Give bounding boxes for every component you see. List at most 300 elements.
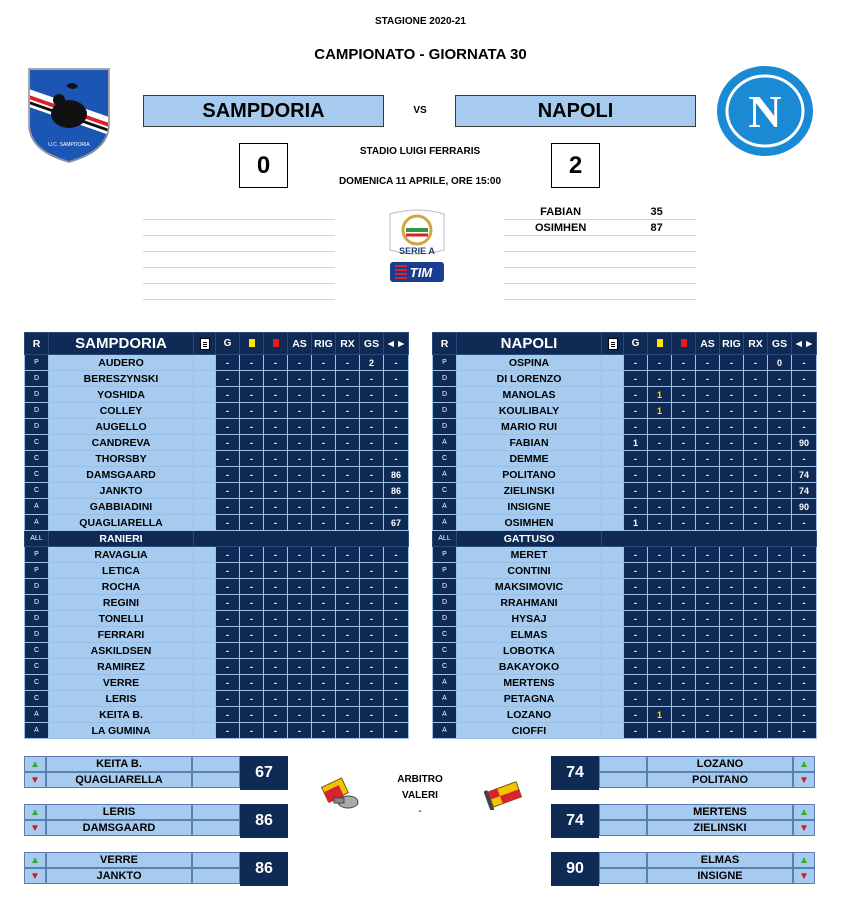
napoli-logo xyxy=(715,65,815,157)
player-red: - xyxy=(264,563,288,579)
player-name: OSPINA xyxy=(457,355,602,371)
player-goals: - xyxy=(216,643,240,659)
player-yellow: 1 xyxy=(648,403,672,419)
player-goals-conceded: - xyxy=(768,707,792,723)
player-yellow: - xyxy=(648,483,672,499)
player-penalties: - xyxy=(720,483,744,499)
player-notes xyxy=(194,499,216,515)
player-notes xyxy=(602,371,624,387)
player-name: LETICA xyxy=(49,563,194,579)
player-notes xyxy=(194,547,216,563)
player-role: D xyxy=(25,611,49,627)
player-assists: - xyxy=(288,659,312,675)
player-goals: - xyxy=(216,483,240,499)
player-goals: - xyxy=(216,627,240,643)
player-penalties: - xyxy=(720,499,744,515)
yellow-card-icon xyxy=(240,333,264,355)
player-goals: 1 xyxy=(624,435,648,451)
player-role: C xyxy=(433,659,457,675)
player-assists: - xyxy=(696,355,720,371)
player-notes xyxy=(194,483,216,499)
player-row xyxy=(433,499,817,515)
player-role: A xyxy=(433,691,457,707)
player-sub-minute: - xyxy=(792,691,817,707)
player-goals: - xyxy=(624,627,648,643)
player-penalties: - xyxy=(720,659,744,675)
player-assists: - xyxy=(696,723,720,739)
player-name: MERTENS xyxy=(457,675,602,691)
player-notes xyxy=(194,595,216,611)
player-notes xyxy=(602,659,624,675)
player-red: - xyxy=(264,595,288,611)
player-rx: - xyxy=(336,499,360,515)
player-goals-conceded: - xyxy=(360,627,384,643)
player-name: ZIELINSKI xyxy=(457,483,602,499)
player-penalties: - xyxy=(312,435,336,451)
player-name: OSIMHEN xyxy=(457,515,602,531)
player-rx: - xyxy=(744,707,768,723)
player-notes xyxy=(602,387,624,403)
player-rx: - xyxy=(744,723,768,739)
player-notes xyxy=(194,387,216,403)
player-penalties: - xyxy=(720,611,744,627)
player-yellow: - xyxy=(648,547,672,563)
player-goals: - xyxy=(624,643,648,659)
player-red: - xyxy=(264,659,288,675)
player-rx: - xyxy=(336,355,360,371)
player-goals-conceded: 0 xyxy=(768,355,792,371)
player-penalties: - xyxy=(312,707,336,723)
player-yellow: - xyxy=(648,675,672,691)
player-role: A xyxy=(25,707,49,723)
player-goals: - xyxy=(216,579,240,595)
player-yellow: - xyxy=(240,515,264,531)
player-yellow: - xyxy=(648,723,672,739)
player-goals: - xyxy=(216,403,240,419)
player-rx: - xyxy=(744,691,768,707)
player-name: JANKTO xyxy=(49,483,194,499)
player-yellow: - xyxy=(648,419,672,435)
player-red: - xyxy=(264,371,288,387)
player-name: RAVAGLIA xyxy=(49,547,194,563)
player-red: - xyxy=(264,483,288,499)
player-goals: - xyxy=(216,595,240,611)
player-goals: - xyxy=(624,483,648,499)
player-penalties: - xyxy=(312,371,336,387)
player-row xyxy=(25,547,409,563)
player-red: - xyxy=(672,419,696,435)
player-sub-minute: - xyxy=(384,595,409,611)
player-goals-conceded: - xyxy=(360,371,384,387)
player-red: - xyxy=(264,451,288,467)
player-goals: - xyxy=(216,547,240,563)
home-roster-table xyxy=(24,332,409,739)
substitution-box xyxy=(551,852,815,886)
player-notes xyxy=(602,435,624,451)
player-goals-conceded: - xyxy=(360,595,384,611)
player-goals-conceded: - xyxy=(768,723,792,739)
player-red: - xyxy=(672,627,696,643)
player-role: C xyxy=(25,643,49,659)
player-sub-minute: 74 xyxy=(792,467,817,483)
player-row xyxy=(433,451,817,467)
player-sub-minute: - xyxy=(792,627,817,643)
player-role: D xyxy=(25,387,49,403)
player-sub-minute: - xyxy=(792,355,817,371)
player-red: - xyxy=(264,403,288,419)
player-goals-conceded: - xyxy=(768,499,792,515)
goals-header: G xyxy=(216,333,240,355)
player-row xyxy=(25,723,409,739)
player-row xyxy=(433,563,817,579)
player-penalties: - xyxy=(312,387,336,403)
player-notes xyxy=(602,355,624,371)
rx-header: RX xyxy=(336,333,360,355)
player-notes xyxy=(194,419,216,435)
player-yellow: - xyxy=(240,499,264,515)
sub-out-player: QUAGLIARELLA xyxy=(46,772,192,788)
player-goals: - xyxy=(216,515,240,531)
player-yellow: - xyxy=(648,643,672,659)
player-name: BAKAYOKO xyxy=(457,659,602,675)
player-yellow: - xyxy=(240,403,264,419)
player-role: A xyxy=(433,467,457,483)
player-row xyxy=(25,579,409,595)
player-penalties: - xyxy=(720,627,744,643)
player-notes xyxy=(194,691,216,707)
stadium-label: STADIO LUIGI FERRARIS xyxy=(359,146,481,157)
player-role: A xyxy=(25,499,49,515)
player-role: P xyxy=(433,355,457,371)
player-row xyxy=(25,483,409,499)
seriea-logo-top: SERIE A xyxy=(399,246,435,256)
player-red: - xyxy=(672,595,696,611)
player-role: P xyxy=(433,563,457,579)
player-penalties: - xyxy=(312,723,336,739)
player-penalties: - xyxy=(312,419,336,435)
player-name: COLLEY xyxy=(49,403,194,419)
player-rx: - xyxy=(744,355,768,371)
player-notes xyxy=(194,515,216,531)
sub-in-arrow-icon: ▲ xyxy=(24,804,46,820)
player-sub-minute: - xyxy=(384,579,409,595)
player-yellow: - xyxy=(240,547,264,563)
player-yellow: - xyxy=(240,627,264,643)
player-row xyxy=(433,355,817,371)
player-goals: - xyxy=(624,419,648,435)
player-sub-minute: 74 xyxy=(792,483,817,499)
player-name: ROCHA xyxy=(49,579,194,595)
player-rx: - xyxy=(744,547,768,563)
player-yellow: - xyxy=(648,371,672,387)
away-score: 2 xyxy=(551,143,600,188)
player-notes xyxy=(194,675,216,691)
referee-extra: - xyxy=(418,806,422,817)
player-role: C xyxy=(433,451,457,467)
player-assists: - xyxy=(288,499,312,515)
player-row xyxy=(433,643,817,659)
player-notes xyxy=(194,355,216,371)
player-notes xyxy=(194,579,216,595)
player-assists: - xyxy=(696,419,720,435)
player-sub-minute: - xyxy=(792,595,817,611)
player-sub-minute: - xyxy=(384,707,409,723)
player-goals-conceded: - xyxy=(768,515,792,531)
player-sub-minute: - xyxy=(792,675,817,691)
player-penalties: - xyxy=(720,451,744,467)
player-name: AUGELLO xyxy=(49,419,194,435)
whistle-card-icon xyxy=(318,776,362,812)
player-goals-conceded: - xyxy=(360,403,384,419)
player-assists: - xyxy=(696,627,720,643)
player-name: DI LORENZO xyxy=(457,371,602,387)
player-notes xyxy=(602,547,624,563)
player-red: - xyxy=(264,643,288,659)
player-notes xyxy=(194,627,216,643)
player-rx: - xyxy=(336,387,360,403)
player-goals: - xyxy=(216,371,240,387)
substitution-arrows-icon: ◄► xyxy=(384,333,409,355)
player-name: MAKSIMOVIC xyxy=(457,579,602,595)
substitution-box xyxy=(24,852,288,886)
player-goals: - xyxy=(624,387,648,403)
player-penalties: - xyxy=(312,595,336,611)
sub-minute: 74 xyxy=(551,804,599,838)
player-red: - xyxy=(672,691,696,707)
player-notes xyxy=(602,723,624,739)
player-row xyxy=(25,515,409,531)
player-row xyxy=(25,467,409,483)
player-notes xyxy=(602,707,624,723)
player-red: - xyxy=(672,435,696,451)
substitution-box xyxy=(24,804,288,838)
player-notes xyxy=(602,419,624,435)
player-assists: - xyxy=(696,371,720,387)
player-goals: - xyxy=(624,547,648,563)
player-yellow: - xyxy=(648,435,672,451)
shirt-list-icon xyxy=(194,333,216,355)
player-notes xyxy=(194,611,216,627)
player-rx: - xyxy=(744,579,768,595)
player-row xyxy=(433,403,817,419)
player-penalties: - xyxy=(720,403,744,419)
player-red: - xyxy=(672,355,696,371)
player-penalties: - xyxy=(720,723,744,739)
player-assists: - xyxy=(288,723,312,739)
player-goals-conceded: - xyxy=(768,435,792,451)
player-notes xyxy=(602,643,624,659)
player-sub-minute: - xyxy=(384,419,409,435)
player-goals: - xyxy=(624,371,648,387)
player-goals-conceded: - xyxy=(768,579,792,595)
player-sub-minute: - xyxy=(792,403,817,419)
sub-in-player: VERRE xyxy=(46,852,192,868)
player-yellow: - xyxy=(648,563,672,579)
player-sub-minute: - xyxy=(384,643,409,659)
player-sub-minute: - xyxy=(792,387,817,403)
player-assists: - xyxy=(696,707,720,723)
player-name: LA GUMINA xyxy=(49,723,194,739)
player-penalties: - xyxy=(312,355,336,371)
player-sub-minute: - xyxy=(384,563,409,579)
player-assists: - xyxy=(696,451,720,467)
player-assists: - xyxy=(288,515,312,531)
player-assists: - xyxy=(696,515,720,531)
player-red: - xyxy=(264,723,288,739)
player-role: C xyxy=(433,627,457,643)
player-notes xyxy=(194,563,216,579)
player-name: CONTINI xyxy=(457,563,602,579)
player-name: QUAGLIARELLA xyxy=(49,515,194,531)
player-penalties: - xyxy=(312,659,336,675)
player-role: D xyxy=(25,419,49,435)
player-name: DEMME xyxy=(457,451,602,467)
player-yellow: - xyxy=(240,355,264,371)
player-rx: - xyxy=(744,675,768,691)
player-goals: - xyxy=(216,451,240,467)
player-rx: - xyxy=(744,595,768,611)
player-row xyxy=(433,483,817,499)
player-role: P xyxy=(25,563,49,579)
player-goals-conceded: - xyxy=(768,419,792,435)
player-name: CIOFFI xyxy=(457,723,602,739)
player-goals-conceded: - xyxy=(360,483,384,499)
player-assists: - xyxy=(288,611,312,627)
player-role: D xyxy=(25,595,49,611)
player-goals: - xyxy=(216,611,240,627)
player-yellow: 1 xyxy=(648,707,672,723)
player-name: FABIAN xyxy=(457,435,602,451)
player-rx: - xyxy=(336,675,360,691)
substitution-box xyxy=(551,756,815,790)
player-assists: - xyxy=(696,675,720,691)
player-notes xyxy=(602,627,624,643)
player-goals: - xyxy=(216,355,240,371)
player-name: KOULIBALY xyxy=(457,403,602,419)
player-yellow: - xyxy=(240,659,264,675)
player-name: MARIO RUI xyxy=(457,419,602,435)
player-goals: - xyxy=(624,611,648,627)
player-row xyxy=(433,659,817,675)
player-assists: - xyxy=(696,499,720,515)
player-rx: - xyxy=(744,515,768,531)
player-role: P xyxy=(25,355,49,371)
player-penalties: - xyxy=(312,467,336,483)
player-role: C xyxy=(433,483,457,499)
player-yellow: - xyxy=(240,435,264,451)
player-goals-conceded: - xyxy=(768,675,792,691)
player-goals-conceded: - xyxy=(768,371,792,387)
player-penalties: - xyxy=(720,435,744,451)
sub-minute: 86 xyxy=(240,852,288,886)
player-penalties: - xyxy=(720,355,744,371)
vs-label: VS xyxy=(413,105,427,116)
player-assists: - xyxy=(696,691,720,707)
player-rx: - xyxy=(336,723,360,739)
player-notes xyxy=(602,483,624,499)
player-goals: - xyxy=(624,707,648,723)
player-red: - xyxy=(672,611,696,627)
player-goals-conceded: - xyxy=(768,595,792,611)
player-assists: - xyxy=(288,483,312,499)
player-yellow: - xyxy=(240,579,264,595)
player-role: P xyxy=(25,547,49,563)
player-sub-minute: - xyxy=(792,643,817,659)
player-yellow: - xyxy=(648,627,672,643)
player-name: DAMSGAARD xyxy=(49,467,194,483)
player-red: - xyxy=(264,579,288,595)
player-name: INSIGNE xyxy=(457,499,602,515)
player-row xyxy=(25,611,409,627)
player-penalties: - xyxy=(312,675,336,691)
player-notes xyxy=(602,563,624,579)
player-row xyxy=(25,595,409,611)
player-notes xyxy=(602,403,624,419)
player-role: A xyxy=(433,707,457,723)
goals-conceded-header: GS xyxy=(768,333,792,355)
player-goals-conceded: - xyxy=(768,451,792,467)
player-goals-conceded: - xyxy=(360,451,384,467)
scorer-minute: 35 xyxy=(650,205,663,218)
player-sub-minute: - xyxy=(792,419,817,435)
player-rx: - xyxy=(744,499,768,515)
substitution-arrows-icon: ◄► xyxy=(792,333,817,355)
player-red: - xyxy=(264,515,288,531)
player-role: A xyxy=(25,515,49,531)
player-row xyxy=(25,355,409,371)
player-red: - xyxy=(672,403,696,419)
player-yellow: - xyxy=(648,691,672,707)
player-role: C xyxy=(25,451,49,467)
player-name: GABBIADINI xyxy=(49,499,194,515)
player-assists: - xyxy=(696,611,720,627)
player-row xyxy=(433,579,817,595)
player-assists: - xyxy=(288,579,312,595)
sub-in-player: MERTENS xyxy=(647,804,793,820)
player-name: POLITANO xyxy=(457,467,602,483)
player-name: RAMIREZ xyxy=(49,659,194,675)
player-red: - xyxy=(672,643,696,659)
player-role: D xyxy=(25,627,49,643)
player-red: - xyxy=(672,563,696,579)
player-row xyxy=(433,627,817,643)
player-penalties: - xyxy=(312,483,336,499)
sub-out-arrow-icon: ▼ xyxy=(793,772,815,788)
player-name: YOSHIDA xyxy=(49,387,194,403)
player-sub-minute: - xyxy=(384,403,409,419)
player-name: KEITA B. xyxy=(49,707,194,723)
player-assists: - xyxy=(696,435,720,451)
player-red: - xyxy=(672,547,696,563)
player-role: D xyxy=(433,387,457,403)
player-assists: - xyxy=(288,387,312,403)
player-goals: - xyxy=(624,659,648,675)
player-penalties: - xyxy=(720,563,744,579)
player-goals: - xyxy=(216,659,240,675)
player-rx: - xyxy=(336,403,360,419)
away-table-team: NAPOLI xyxy=(457,333,602,355)
player-name: FERRARI xyxy=(49,627,194,643)
player-sub-minute: - xyxy=(384,499,409,515)
sub-in-player: KEITA B. xyxy=(46,756,192,772)
season-label: STAGIONE 2020-21 xyxy=(375,16,466,27)
player-penalties: - xyxy=(720,515,744,531)
player-yellow: - xyxy=(648,467,672,483)
player-goals-conceded: - xyxy=(360,611,384,627)
referee-label: ARBITRO xyxy=(397,774,443,785)
role-header: R xyxy=(25,333,49,355)
player-rx: - xyxy=(744,387,768,403)
